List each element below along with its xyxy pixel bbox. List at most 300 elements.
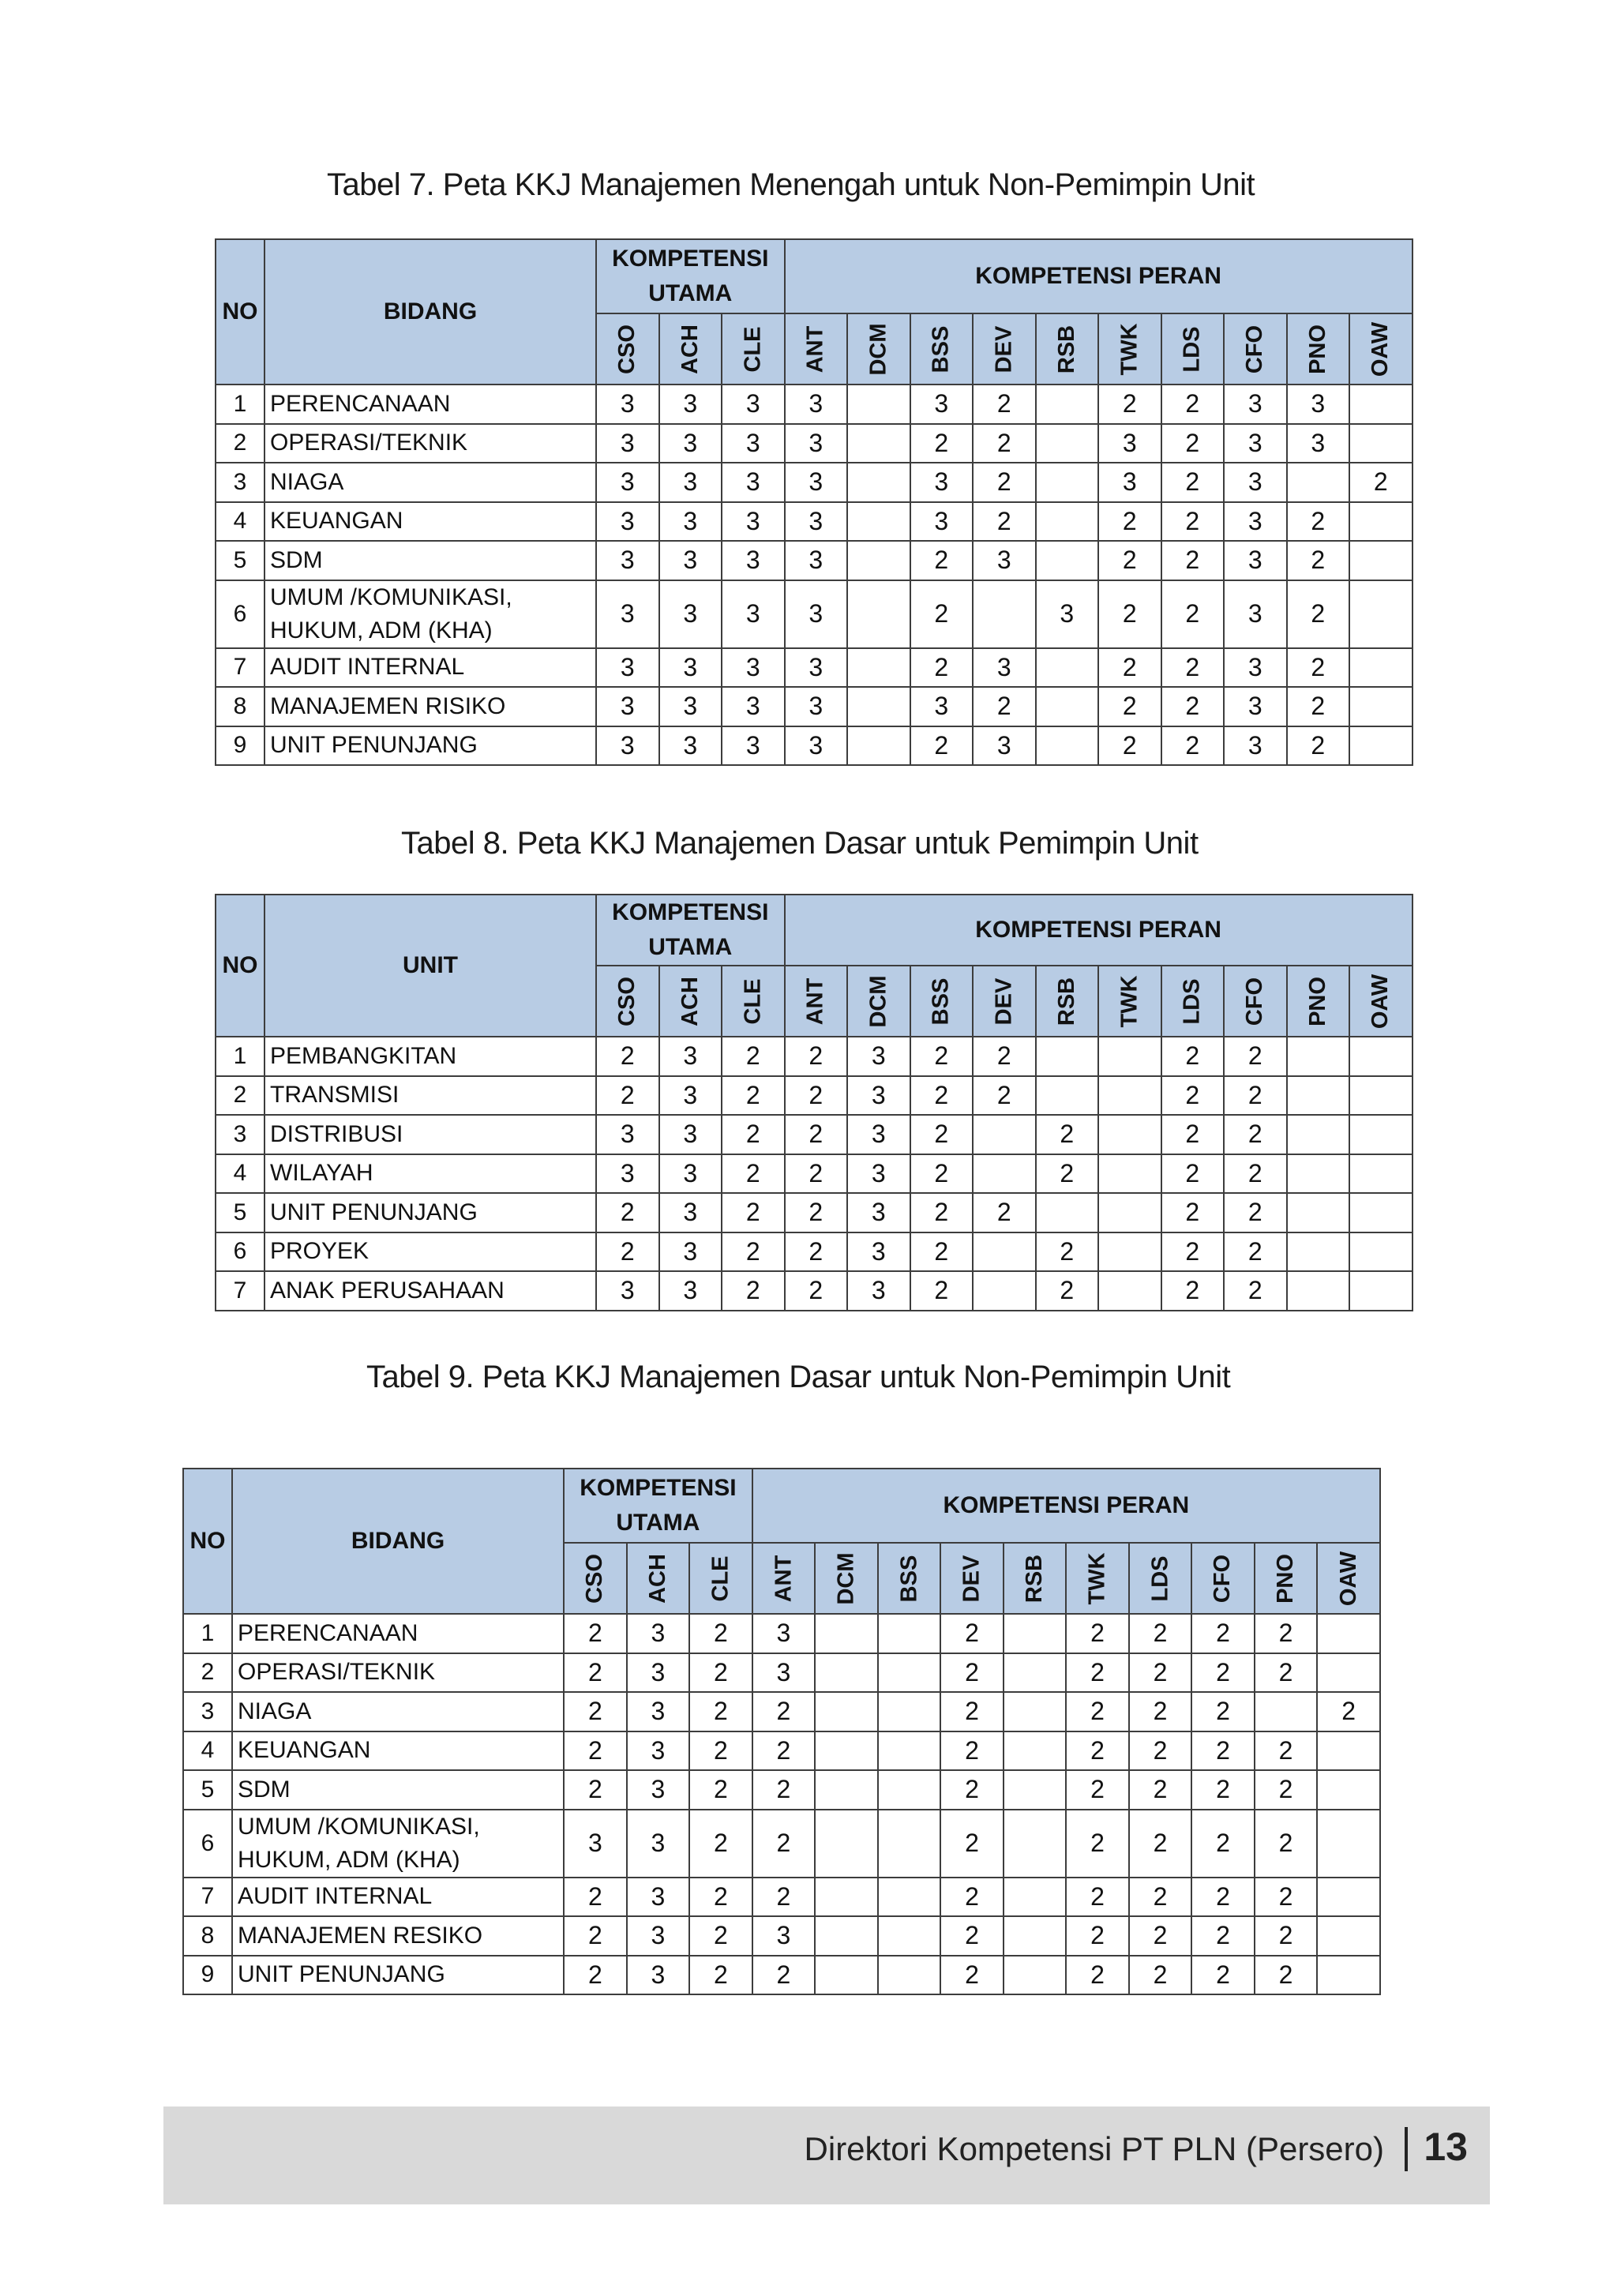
cell-bss [878,1916,941,1956]
row-no: 9 [216,726,264,766]
cell-lds: 2 [1161,424,1225,463]
table-row [216,502,1413,542]
cell-cfo: 2 [1191,1956,1255,1995]
cell-twk: 2 [1098,648,1161,688]
cell-pno: 2 [1255,1653,1318,1693]
cell-oaw [1349,648,1413,688]
table-row [183,1614,1380,1653]
cell-ant: 2 [785,1271,848,1311]
cell-pno: 2 [1255,1770,1318,1810]
row-no: 2 [183,1653,232,1693]
cell-ach: 3 [659,648,722,688]
cell-twk [1098,1037,1161,1076]
cell-rsb [1036,726,1099,766]
row-no: 5 [216,1193,264,1232]
table9-caption: Tabel 9. Peta KKJ Manajemen Dasar untuk Non-Pemimpin Unit [366,1360,1231,1394]
table8-caption: Tabel 8. Peta KKJ Manajemen Dasar untuk Pemimpin Unit [401,826,1199,861]
cell-rsb [1036,1037,1099,1076]
cell-lds: 2 [1161,1193,1225,1232]
row-label: UMUM /KOMUNIKASI, HUKUM, ADM (KHA) [264,580,596,648]
cell-rsb [1004,1810,1067,1878]
cell-dcm [847,541,910,580]
row-label: KEUANGAN [232,1731,564,1771]
table7 [215,238,1413,766]
cell-ach: 3 [659,726,722,766]
cell-pno: 2 [1287,687,1350,726]
cell-bss [878,1614,941,1653]
cell-cle: 3 [722,502,785,542]
row-no: 4 [216,1154,264,1194]
row-label: WILAYAH [264,1154,596,1194]
row-no: 5 [183,1770,232,1810]
cell-dcm [815,1614,878,1653]
cell-cso: 2 [564,1692,627,1731]
cell-pno: 2 [1255,1956,1318,1995]
header-code-oaw: OAW [1349,966,1413,1037]
cell-oaw [1317,1956,1380,1995]
cell-cfo: 2 [1191,1770,1255,1810]
cell-bss: 2 [910,1115,974,1154]
header-code-pno: PNO [1287,313,1350,385]
cell-bss: 2 [910,1037,974,1076]
cell-lds: 2 [1161,1037,1225,1076]
row-label: SDM [232,1770,564,1810]
cell-dev: 2 [940,1956,1004,1995]
cell-cle: 2 [722,1037,785,1076]
cell-cfo: 3 [1224,385,1287,424]
cell-lds: 2 [1161,502,1225,542]
cell-dcm [847,502,910,542]
cell-pno [1287,1271,1350,1311]
row-no: 7 [216,648,264,688]
table-row [216,385,1413,424]
cell-cso: 3 [596,502,659,542]
footer-title: Direktori Kompetensi PT PLN (Persero) [804,2130,1384,2167]
header-code-cfo: CFO [1224,313,1287,385]
cell-twk: 2 [1066,1956,1129,1995]
row-label: UNIT PENUNJANG [232,1956,564,1995]
header-code-oaw: OAW [1349,313,1413,385]
cell-bss: 2 [910,424,974,463]
cell-cso: 2 [564,1770,627,1810]
cell-cle: 2 [722,1193,785,1232]
cell-ach: 3 [627,1614,690,1653]
cell-cfo: 2 [1224,1232,1287,1272]
cell-bss: 2 [910,1154,974,1194]
cell-ach: 3 [659,1037,722,1076]
cell-ant: 3 [785,541,848,580]
cell-cfo: 2 [1224,1193,1287,1232]
cell-cfo: 2 [1224,1076,1287,1116]
cell-pno [1287,1154,1350,1194]
cell-ant: 3 [752,1653,816,1693]
cell-cle: 3 [722,385,785,424]
cell-dev: 2 [973,424,1036,463]
cell-lds: 2 [1161,687,1225,726]
cell-pno [1287,1232,1350,1272]
header-code-cfo: CFO [1191,1543,1255,1614]
cell-lds: 2 [1161,648,1225,688]
cell-dev [973,1232,1036,1272]
cell-twk: 2 [1066,1878,1129,1917]
cell-ach: 3 [659,580,722,648]
cell-oaw [1349,580,1413,648]
cell-bss: 3 [910,687,974,726]
header-code-pno: PNO [1287,966,1350,1037]
cell-cle: 2 [722,1271,785,1311]
cell-cle: 3 [722,580,785,648]
row-label: MANAJEMEN RISIKO [264,687,596,726]
header-code-cle: CLE [722,313,785,385]
cell-pno [1287,463,1350,502]
cell-dev: 3 [973,541,1036,580]
cell-cso: 2 [596,1232,659,1272]
table-row [216,424,1413,463]
row-label: PERENCANAAN [264,385,596,424]
cell-cfo: 3 [1224,726,1287,766]
cell-bss [878,1731,941,1771]
row-no: 1 [183,1614,232,1653]
cell-rsb [1004,1956,1067,1995]
cell-cle: 3 [722,541,785,580]
cell-pno: 2 [1255,1916,1318,1956]
cell-oaw [1349,1154,1413,1194]
cell-ant: 2 [785,1232,848,1272]
cell-cso: 2 [596,1076,659,1116]
cell-twk: 2 [1066,1810,1129,1878]
cell-lds: 2 [1129,1731,1192,1771]
cell-dev: 2 [973,385,1036,424]
cell-rsb [1004,1731,1067,1771]
cell-cso: 3 [596,726,659,766]
cell-rsb: 3 [1036,580,1099,648]
cell-ach: 3 [659,1076,722,1116]
cell-rsb [1036,424,1099,463]
cell-oaw [1349,385,1413,424]
row-label: OPERASI/TEKNIK [232,1653,564,1693]
header-code-oaw: OAW [1317,1543,1380,1614]
cell-twk: 3 [1098,463,1161,502]
row-label: OPERASI/TEKNIK [264,424,596,463]
cell-ant: 2 [785,1154,848,1194]
cell-lds: 2 [1129,1770,1192,1810]
cell-bss: 2 [910,648,974,688]
cell-rsb [1036,541,1099,580]
cell-dcm: 3 [847,1115,910,1154]
table-row [183,1653,1380,1693]
cell-pno [1287,1115,1350,1154]
cell-oaw [1317,1916,1380,1956]
cell-rsb [1004,1770,1067,1810]
cell-dcm: 3 [847,1037,910,1076]
table-row [183,1878,1380,1917]
cell-oaw [1317,1810,1380,1878]
cell-rsb [1036,502,1099,542]
cell-cle: 2 [689,1770,752,1810]
cell-cso: 3 [596,463,659,502]
cell-bss: 2 [910,1271,974,1311]
table9 [182,1468,1381,1995]
row-no: 7 [183,1878,232,1917]
cell-bss [878,1810,941,1878]
cell-dcm: 3 [847,1232,910,1272]
cell-oaw: 2 [1317,1692,1380,1731]
cell-twk [1098,1115,1161,1154]
cell-cfo: 3 [1224,687,1287,726]
row-no: 3 [216,463,264,502]
cell-rsb [1036,1193,1099,1232]
row-label: TRANSMISI [264,1076,596,1116]
row-label: AUDIT INTERNAL [232,1878,564,1917]
row-no: 1 [216,1037,264,1076]
cell-dcm [847,687,910,726]
cell-lds: 2 [1129,1956,1192,1995]
cell-bss: 2 [910,580,974,648]
header-code-ach: ACH [627,1543,690,1614]
cell-cfo: 2 [1224,1271,1287,1311]
cell-lds: 2 [1161,1115,1225,1154]
header-code-cle: CLE [722,966,785,1037]
cell-twk: 2 [1098,502,1161,542]
cell-cle: 2 [689,1878,752,1917]
cell-cso: 2 [596,1037,659,1076]
cell-dev: 2 [940,1692,1004,1731]
cell-pno: 2 [1255,1614,1318,1653]
cell-ach: 3 [627,1956,690,1995]
cell-dev: 3 [973,648,1036,688]
cell-cfo: 2 [1224,1154,1287,1194]
row-label: PEMBANGKITAN [264,1037,596,1076]
cell-twk: 2 [1066,1770,1129,1810]
table-row [216,1115,1413,1154]
cell-dev: 2 [940,1916,1004,1956]
cell-dev [973,580,1036,648]
cell-pno: 3 [1287,424,1350,463]
cell-cle: 2 [722,1076,785,1116]
cell-ach: 3 [659,687,722,726]
header-code-dev: DEV [973,313,1036,385]
cell-twk: 2 [1098,580,1161,648]
row-no: 4 [216,502,264,542]
header-code-cso: CSO [596,966,659,1037]
header-kompetensi-peran: KOMPETENSI PERAN [752,1469,1380,1543]
cell-bss [878,1692,941,1731]
cell-lds: 2 [1129,1614,1192,1653]
cell-dev: 2 [940,1770,1004,1810]
cell-twk [1098,1154,1161,1194]
header-code-bss: BSS [878,1543,941,1614]
row-no: 6 [216,1232,264,1272]
cell-oaw [1349,502,1413,542]
table-row [216,1232,1413,1272]
cell-ant: 2 [752,1731,816,1771]
cell-rsb [1004,1916,1067,1956]
header-code-lds: LDS [1161,966,1225,1037]
cell-rsb: 2 [1036,1154,1099,1194]
cell-lds: 2 [1129,1692,1192,1731]
cell-oaw [1349,726,1413,766]
cell-dev: 2 [973,502,1036,542]
cell-dcm [847,580,910,648]
header-code-cle: CLE [689,1543,752,1614]
row-label: NIAGA [232,1692,564,1731]
cell-twk: 2 [1066,1916,1129,1956]
table-row [216,463,1413,502]
header-code-bss: BSS [910,966,974,1037]
table7-caption: Tabel 7. Peta KKJ Manajemen Menengah untuk Non-Pemimpin Unit [327,167,1255,202]
cell-dcm [815,1916,878,1956]
cell-ach: 3 [627,1731,690,1771]
cell-ach: 3 [627,1692,690,1731]
header-kompetensi-utama: KOMPETENSI UTAMA [596,895,785,966]
cell-dcm [815,1770,878,1810]
cell-oaw [1349,1076,1413,1116]
cell-dev: 2 [940,1810,1004,1878]
row-label: KEUANGAN [264,502,596,542]
row-label: DISTRIBUSI [264,1115,596,1154]
cell-twk: 2 [1098,687,1161,726]
header-code-dev: DEV [940,1543,1004,1614]
cell-dcm [847,463,910,502]
cell-pno [1287,1076,1350,1116]
header-no: NO [216,239,264,385]
header-code-pno: PNO [1255,1543,1318,1614]
cell-lds: 2 [1161,1271,1225,1311]
cell-bss: 2 [910,1193,974,1232]
table-row [216,1271,1413,1311]
cell-oaw [1349,687,1413,726]
row-no: 3 [183,1692,232,1731]
cell-cle: 2 [689,1956,752,1995]
page-number: 13 [1424,2125,1468,2169]
cell-pno: 2 [1287,580,1350,648]
cell-ach: 3 [627,1878,690,1917]
header-code-lds: LDS [1129,1543,1192,1614]
header-code-rsb: RSB [1004,1543,1067,1614]
cell-lds: 2 [1129,1810,1192,1878]
cell-oaw [1349,1037,1413,1076]
cell-rsb [1004,1878,1067,1917]
table-row [216,1154,1413,1194]
cell-oaw [1349,1232,1413,1272]
cell-oaw: 2 [1349,463,1413,502]
cell-cfo: 3 [1224,648,1287,688]
cell-cle: 2 [722,1232,785,1272]
cell-cfo: 2 [1191,1731,1255,1771]
cell-rsb [1004,1614,1067,1653]
header-code-lds: LDS [1161,313,1225,385]
footer-divider [1405,2127,1408,2171]
header-code-ach: ACH [659,966,722,1037]
table-row [216,687,1413,726]
cell-cfo: 3 [1224,541,1287,580]
cell-rsb [1036,1076,1099,1116]
table-row [216,580,1413,648]
cell-ach: 3 [659,502,722,542]
cell-bss [878,1770,941,1810]
cell-cfo: 2 [1191,1614,1255,1653]
row-label: SDM [264,541,596,580]
cell-twk: 3 [1098,424,1161,463]
cell-pno: 2 [1255,1810,1318,1878]
row-no: 6 [183,1810,232,1878]
cell-lds: 2 [1129,1916,1192,1956]
header-code-dcm: DCM [815,1543,878,1614]
cell-twk [1098,1076,1161,1116]
cell-oaw [1349,1115,1413,1154]
table-row [183,1916,1380,1956]
cell-pno: 2 [1287,541,1350,580]
cell-lds: 2 [1161,1232,1225,1272]
cell-oaw [1349,1271,1413,1311]
cell-ach: 3 [627,1916,690,1956]
cell-cle: 3 [722,726,785,766]
cell-bss: 3 [910,385,974,424]
header-kompetensi-peran: KOMPETENSI PERAN [785,895,1413,966]
cell-twk: 2 [1066,1653,1129,1693]
cell-dcm [847,385,910,424]
cell-dcm [815,1810,878,1878]
cell-rsb [1004,1653,1067,1693]
cell-oaw [1349,1193,1413,1232]
cell-rsb: 2 [1036,1115,1099,1154]
cell-twk: 2 [1098,541,1161,580]
cell-dcm [815,1692,878,1731]
cell-ach: 3 [659,1271,722,1311]
table-row [216,726,1413,766]
cell-cle: 3 [722,463,785,502]
cell-ant: 2 [752,1692,816,1731]
cell-twk [1098,1193,1161,1232]
cell-pno [1287,1037,1350,1076]
cell-lds: 2 [1161,580,1225,648]
cell-dcm: 3 [847,1154,910,1194]
cell-cso: 2 [564,1653,627,1693]
cell-cle: 2 [689,1614,752,1653]
cell-lds: 2 [1161,463,1225,502]
cell-cfo: 2 [1224,1037,1287,1076]
header-code-cfo: CFO [1224,966,1287,1037]
cell-cfo: 3 [1224,580,1287,648]
cell-cle: 2 [689,1810,752,1878]
cell-ant: 3 [752,1614,816,1653]
cell-cle: 2 [689,1916,752,1956]
cell-cso: 3 [596,1154,659,1194]
cell-oaw [1317,1614,1380,1653]
cell-cso: 3 [596,648,659,688]
row-no: 9 [183,1956,232,1995]
cell-pno: 2 [1287,502,1350,542]
cell-cso: 3 [596,424,659,463]
cell-bss: 3 [910,463,974,502]
header-code-twk: TWK [1098,966,1161,1037]
table-row [183,1692,1380,1731]
cell-cfo: 2 [1191,1916,1255,1956]
row-no: 3 [216,1115,264,1154]
table8 [215,894,1413,1311]
cell-ant: 3 [785,687,848,726]
cell-ach: 3 [627,1810,690,1878]
cell-oaw [1349,424,1413,463]
cell-dev: 3 [973,726,1036,766]
cell-bss [878,1878,941,1917]
table-row [216,541,1413,580]
cell-oaw [1317,1878,1380,1917]
cell-ach: 3 [659,424,722,463]
cell-lds: 2 [1161,541,1225,580]
cell-oaw [1317,1770,1380,1810]
cell-cso: 2 [564,1878,627,1917]
